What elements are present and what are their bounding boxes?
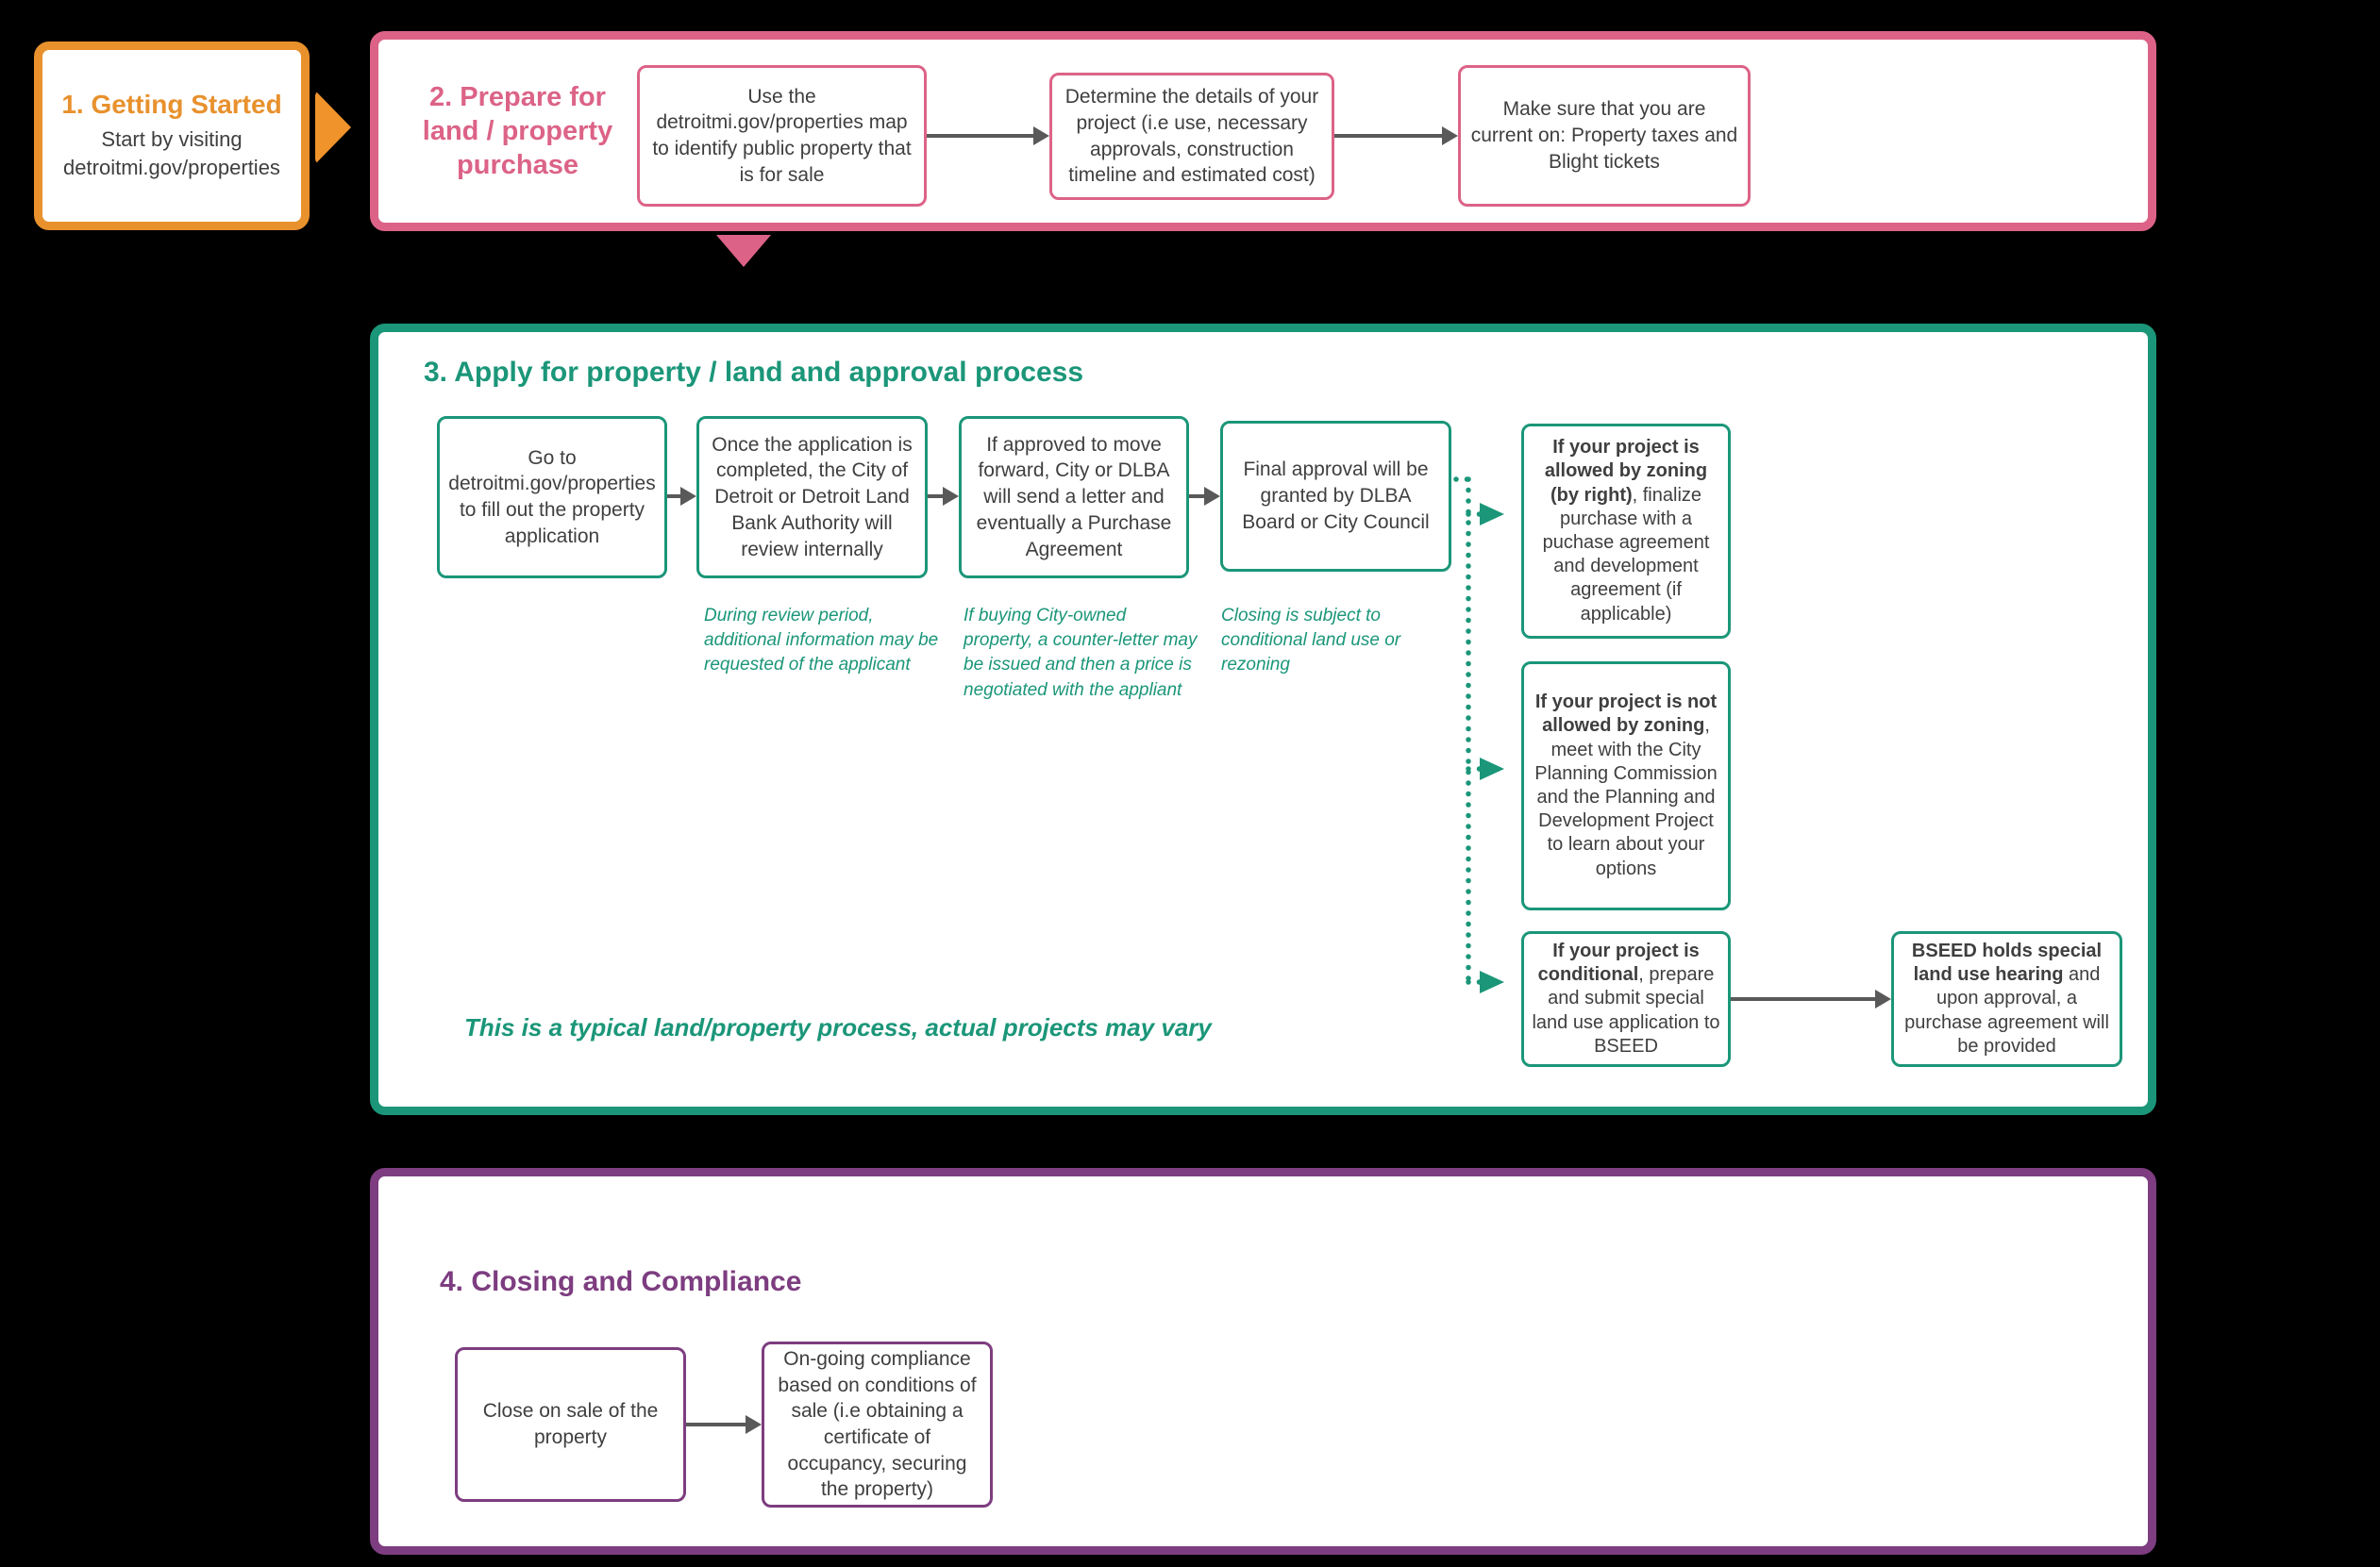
branch-box-conditional: If your project is conditional, prepare and submit special land use application to BSEED <box>1521 931 1731 1067</box>
getting-started-title: 1. Getting Started <box>61 90 282 120</box>
step-box: Determine the details of your project (i.e use, necessary approvals, construction timeline and estimated cost) <box>1049 73 1334 200</box>
step-box: Use the detroitmi.gov/properties map to identify public property that is for sale <box>637 65 927 207</box>
closing-section <box>370 1168 2156 1555</box>
down-arrow-icon <box>716 235 771 267</box>
flow-arrow-icon <box>927 134 1034 138</box>
flow-arrow-icon <box>928 494 944 498</box>
flow-arrow-icon <box>686 1423 746 1426</box>
step-box: Once the application is completed, the City of Detroit or Detroit Land Bank Authority will review internally <box>696 416 928 578</box>
apply-section <box>370 324 2156 1115</box>
step-box: Close on sale of the property <box>455 1347 686 1502</box>
branch-box-not-allowed: If your project is not allowed by zoning, meet with the City Planning Commission and the Planning and Development Project to learn about your options <box>1521 661 1731 910</box>
prepare-section <box>370 31 2156 231</box>
flow-arrow-icon <box>1731 997 1876 1001</box>
step-box: Final approval will be granted by DLBA Board or City Council <box>1220 421 1451 572</box>
flow-arrow-icon <box>667 494 681 498</box>
step-box: Make sure that you are current on: Property taxes and Blight tickets <box>1458 65 1751 207</box>
getting-started-card <box>34 42 310 230</box>
review-note: During review period, additional information may be requested of the applicant <box>704 606 939 675</box>
flow-arrow-icon <box>1189 494 1205 498</box>
apply-section-title: 3. Apply for property / land and approval process <box>424 357 1084 388</box>
step-box: Go to detroitmi.gov/properties to fill out the property application <box>437 416 667 578</box>
getting-started-body: Start by visiting detroitmi.gov/properties <box>63 127 280 179</box>
prepare-section-title: 2. Prepare for land / property purchase <box>422 81 613 181</box>
counter-letter-note: If buying City-owned property, a counter-letter may be issued and then a price is negotiated with the appliant <box>964 606 1198 700</box>
closing-section-title: 4. Closing and Compliance <box>440 1266 802 1297</box>
step-box: If approved to move forward, City or DLBA will send a letter and eventually a Purchase Agreement <box>959 416 1189 578</box>
step-box: On-going compliance based on conditions of sale (i.e obtaining a certificate of occupancy, securing the property) <box>762 1342 993 1508</box>
bseed-hearing-box: BSEED holds special land use hearing and upon approval, a purchase agreement will be provided <box>1891 931 2122 1067</box>
branch-box-by-right: If your project is allowed by zoning (by right), finalize purchase with a puchase agreement and development agreement (if applicable) <box>1521 424 1731 639</box>
closing-note: Closing is subject to conditional land use or rezoning <box>1221 606 1401 675</box>
process-disclaimer: This is a typical land/property process, actual projects may vary <box>464 1013 1212 1042</box>
right-arrow-icon <box>315 91 351 164</box>
flow-arrow-icon <box>1334 134 1443 138</box>
